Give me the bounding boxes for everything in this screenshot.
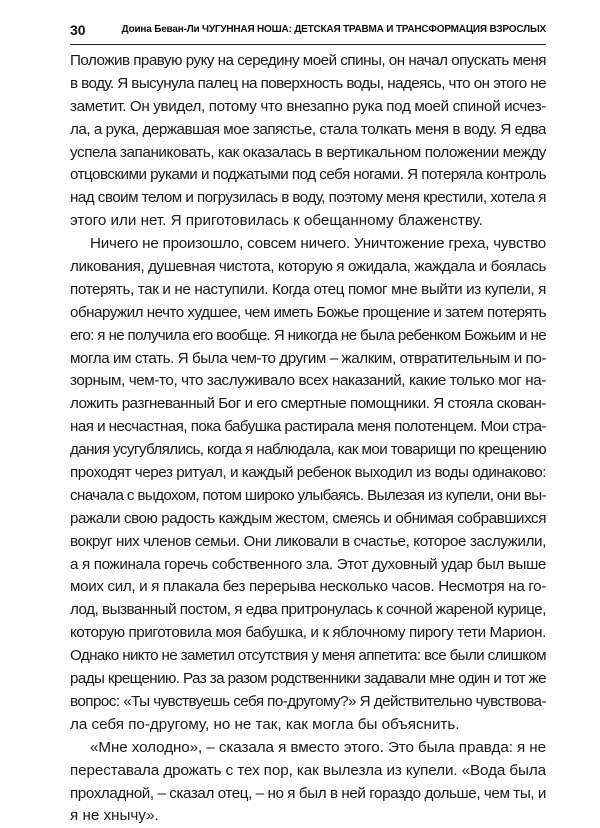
page-number: 30 bbox=[70, 22, 86, 38]
text-line: над своим телом и погрузилась в воду, поэтому меня крестили, хотела я bbox=[70, 189, 546, 207]
paragraph-start-line: Ничего не произошло, совсем ничего. Уничтожение греха, чувство bbox=[90, 235, 546, 253]
text-line: ная и несчастная, пока бабушка растирала меня полотенцем. Мои стра- bbox=[70, 418, 546, 436]
text-line: которую приготовила моя бабушка, и к яблочному пирогу тети Марион. bbox=[70, 624, 546, 642]
page-header bbox=[70, 16, 546, 44]
text-line: Положив правую руку на середину моей спины, он начал опускать меня bbox=[70, 52, 546, 69]
text-line: ла себя по-другому, но не так, как могла бы объяснить. bbox=[70, 715, 460, 733]
text-line: дания усугублялись, когда я наблюдала, как мои товарищи по крещению bbox=[70, 441, 546, 459]
text-line: этого или нет. Я приготовилась к обещанному блаженству. bbox=[70, 212, 483, 230]
text-line: его: я не получила его вообще. Я никогда не была ребенком Божьим и не bbox=[70, 326, 546, 344]
text-line: моих сил, и я плакала без перерыва несколько часов. Несмотря на го- bbox=[70, 578, 546, 596]
running-head: Доина Беван-Ли ЧУГУННАЯ НОША: ДЕТСКАЯ ТРАВМА И ТРАНСФОРМАЦИЯ ВЗРОСЛЫХ bbox=[121, 24, 546, 35]
header-rule bbox=[70, 44, 546, 45]
text-line: обнаружил нечто худшее, чем иметь Божье прощение и затем потерять bbox=[70, 303, 546, 321]
text-line: ражали свою радость каждым жестом, смеясь и обнимая собравшихся bbox=[70, 509, 546, 527]
text-line: лод, вызванный постом, я едва притронулась к сочной жареной курице, bbox=[70, 601, 546, 619]
text-line: Однако никто не заметил отсутствия у меня аппетита: все были слишком bbox=[70, 647, 546, 665]
text-line: ликования, душевная чистота, которую я ожидала, жаждала и боялась bbox=[70, 258, 546, 276]
text-line: заметит. Он увидел, потому что внезапно рука под моей спиной исчез- bbox=[70, 97, 546, 115]
text-line: ложить разгневанный Бог и его смертные помощники. Я стояла скован- bbox=[70, 395, 546, 413]
text-line: рады крещению. Раз за разом родственники задавали мне один и тот же bbox=[70, 670, 546, 688]
text-line: зорным, чем-то, что заслуживало всех наказаний, какие только мог на- bbox=[70, 372, 546, 390]
text-line: проходят через ритуал, и каждый ребенок выходил из воды одинаково: bbox=[70, 464, 546, 482]
text-line: отцовскими руками и поджатыми под себя ногами. Я потеряла контроль bbox=[70, 166, 546, 184]
text-line: вопрос: «Ты чувствуешь себя по-другому?» Я действительно чувствова- bbox=[70, 692, 546, 710]
text-line: я не хнычу». bbox=[70, 807, 159, 825]
paragraph-start-line: «Мне холодно», – сказала я вместо этого. Это была правда: я не bbox=[90, 738, 546, 756]
text-line: успела запаниковать, как оказалась в вертикальном положении между bbox=[70, 143, 546, 161]
text-line: а я пожинала горечь собственного зла. Этот духовный удар был выше bbox=[70, 555, 546, 573]
text-line: переставала дрожать с тех пор, как вылезла из купели. «Вода была bbox=[70, 761, 546, 779]
text-line: ла, а рука, державшая мое запястье, стала толкать меня в воду. Я едва bbox=[70, 120, 546, 138]
text-line: могла им стать. Я была чем-то другим – жалким, отвратительным и по- bbox=[70, 349, 546, 367]
text-line: вокруг них членов семьи. Они ликовали в счастье, которое заслужили, bbox=[70, 532, 546, 550]
text-line: прохладной, – сказал отец, – но я был в ней гораздо дольше, чем ты, и bbox=[70, 784, 546, 802]
text-line: в воду. Я высунула палец на поверхность воды, надеясь, что он этого не bbox=[70, 74, 546, 92]
text-line: сначала с выдохом, потом широко улыбаясь. Вылезая из купели, они вы- bbox=[70, 486, 546, 504]
body-text bbox=[70, 50, 546, 828]
text-line: потерять, так и не наступили. Когда отец помог мне выйти из купели, я bbox=[70, 280, 546, 298]
